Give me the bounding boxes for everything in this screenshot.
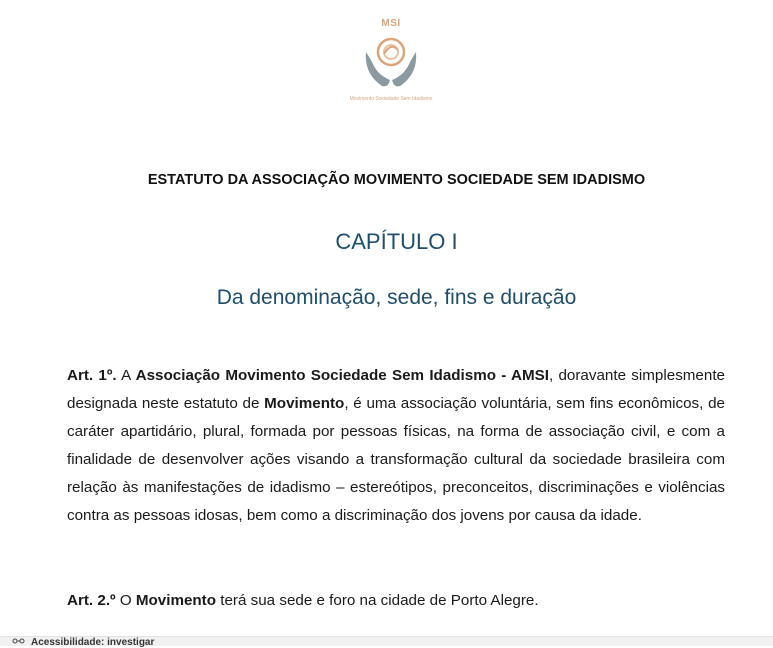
article-number: Art. 1º. <box>67 367 117 384</box>
article-2 <box>67 587 725 615</box>
document-title: ESTATUTO DA ASSOCIAÇÃO MOVIMENTO SOCIEDADE SEM IDADISMO <box>147 172 646 188</box>
chapter-heading: CAPÍTULO I <box>335 229 458 254</box>
article-text: , doravante simplesmente designada neste estatuto de <box>67 367 725 412</box>
article-text: terá sua sede e foro na cidade de Porto Alegre. <box>216 592 539 609</box>
article-number: Art. 2.º <box>67 592 116 609</box>
hands-holding-head-icon <box>360 32 422 94</box>
movement-term: Movimento <box>264 395 345 412</box>
logo <box>330 14 452 106</box>
article-text: A <box>116 367 136 384</box>
accessibility-status[interactable]: Acessibilidade: investigar <box>31 637 155 648</box>
chapter-subtitle: Da denominação, sede, fins e duração <box>216 286 577 309</box>
association-name: Associação Movimento Sociedade Sem Idadismo - AMSI <box>135 367 549 384</box>
logo-title: MSI <box>381 18 401 29</box>
logo-subtitle: Movimento Sociedade Sem Idadismo <box>349 96 433 102</box>
article-1 <box>67 362 725 530</box>
article-text: O <box>115 592 136 609</box>
article-text: , é uma associação voluntária, sem fins econômicos, de caráter apartidário, plural, formada por pessoas físicas, na forma de associação civil, e com a finalidade de desenvolver ações visando a transformação cultural da sociedade brasileira com relação às manifestações de idadismo – estereótipos, preconceitos, discriminações e violências contra as pessoas idosas, bem como a discriminação dos jovens por causa da idade. <box>67 395 726 524</box>
movement-term: Movimento <box>135 592 217 609</box>
